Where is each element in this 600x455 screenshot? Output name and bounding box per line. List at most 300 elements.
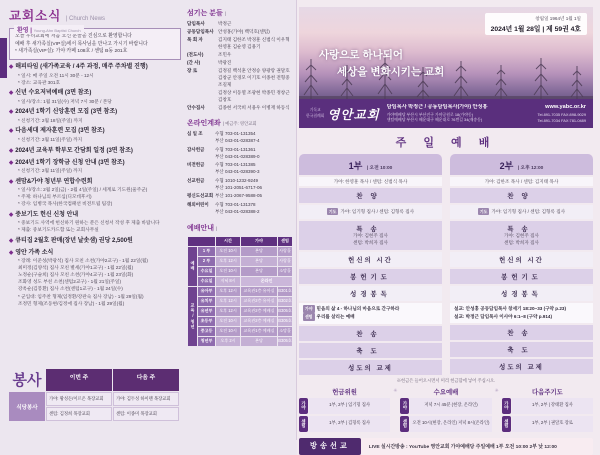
cell: 본당 (241, 267, 277, 276)
staff-value: 조민우 (218, 52, 232, 58)
committee-row (299, 398, 390, 414)
account-number: 부산 043-01-028390-3 (215, 169, 260, 175)
news-item-text: 신년 수요저녁예배 (3면 참조) (15, 90, 92, 97)
broadcast-text: LIVE 실시간방송 : YouTube 영안교회 가야예배당 주일예배 1부 오전 10:00 2부 낮 12:00 (368, 444, 557, 450)
header-cell: 센텀 (278, 237, 292, 246)
campus-tag: 가야 (303, 305, 315, 313)
cell: 소망홀 (278, 267, 292, 276)
cell: 오후 12시 (216, 307, 240, 316)
service-cell: 가야: 황성돈/이르온 목장교회 (46, 392, 112, 406)
news-item-detail: 최미정(김양석) 집사 모친 별세(가야1교구) - 1월 22일(월) (18, 265, 134, 271)
news-item-title (9, 90, 181, 98)
bullet-icon: ◆ (9, 64, 14, 71)
order-row-fellowship: 성도의 교제 (299, 360, 442, 375)
phone-line: Tel.891-7035 FAX:898-9029 (537, 111, 586, 117)
committee-text: 저녁 7시 45분 (현장, 온라인) (410, 398, 491, 414)
account-label: 해외어린이 (187, 202, 209, 208)
account-label: 평신도선교회 (187, 193, 214, 199)
cell: 오후 12시 (216, 257, 240, 266)
sermon-preachers (450, 303, 593, 324)
news-item-text: 센맘&가야 청년부 연합수련회 (15, 178, 93, 185)
slogan-line: 사랑으로 하나되어 (319, 49, 404, 61)
news-item-detail: * 일시: 매 주일 오전 11시 30분 - 12시 (18, 72, 94, 78)
prayer-text: 가야: 임기형 집사 / 센텀: 김형록 집사 (491, 209, 566, 215)
news-item-title (9, 238, 181, 246)
group-label: 교육/청년 (188, 287, 197, 346)
cell: 교육관1층 유아실 (241, 287, 277, 296)
order-row-benediction: 축도 (299, 343, 442, 358)
address-line: 센텀예배당 부산시 해운대구 해운대로 76번길 34(재송동) (386, 117, 483, 123)
worship-guide (187, 223, 293, 347)
cell: B301호 (278, 287, 292, 296)
campus-label: 센텀 (400, 416, 409, 432)
welcome-line: * 새가족실(VIP실): 가야 카페 108호 / 센텀 B동 201호 (15, 49, 128, 55)
news-item-title (9, 148, 181, 156)
denomination (306, 108, 324, 119)
staff-value: 김정상 이동열 조광현 박종민 정창근 김창호 (218, 89, 290, 102)
service-time: | 오후 12:00 (517, 166, 544, 171)
news-item-title (9, 250, 181, 258)
broadcast-bar (299, 438, 593, 455)
cell: 오후 12시 (216, 297, 240, 306)
committee-offering (299, 387, 390, 434)
staff-label: (간 사) (187, 60, 201, 66)
news-item-detail: * 장소: 교육관 301호 (18, 79, 61, 85)
committee-text: 오전 10시(현장, 온라인) 저녁 8시(온라인) (410, 416, 491, 432)
news-item-title (9, 212, 181, 220)
news-item (9, 160, 181, 175)
sermon-line (303, 305, 438, 313)
committee-text: 1부, 2부 | 권달호 장로 (512, 416, 593, 432)
cell: 유년부 (198, 307, 215, 316)
cell: B302호 (278, 297, 292, 306)
church-news-title-en: | Church News (65, 16, 106, 22)
table-row (188, 327, 292, 336)
order-row-special (450, 221, 593, 250)
welcome-line: 오늘 우리교회에 처음 오신 분들을 진심으로 환영합니다 (15, 34, 132, 39)
staff-label: 안수집사 (187, 104, 205, 110)
service-name: 2부 (499, 161, 514, 171)
news-item (9, 90, 181, 105)
cell: 2 부 (198, 257, 215, 266)
table-row (188, 337, 292, 346)
special-gaya: 가야: 김현주 집사 (504, 233, 539, 239)
account-row (187, 178, 293, 192)
committee-row (400, 398, 491, 414)
account-number: 수협 703-01-131354 (215, 131, 256, 137)
cell: 오전 10시 (216, 327, 240, 336)
news-item-title (9, 109, 181, 117)
account-row (187, 131, 293, 145)
account-number: 수협 703-01-131385 (215, 162, 256, 168)
prayer-tag: 기도 (479, 208, 488, 214)
committee-row (299, 416, 390, 432)
account-lines (215, 147, 293, 161)
account-lines (215, 202, 293, 216)
news-item-detail: * 신청기간: 2월 18일(주일) 까지 (18, 117, 83, 123)
special-title: 특송 (356, 226, 385, 234)
website-link[interactable]: www.yabc.or.kr (545, 104, 586, 111)
campus-label: 센텀 (299, 416, 308, 432)
bullet-icon: ◆ (9, 159, 14, 166)
special-centum: 센텀: 박희자 집사 (504, 239, 539, 245)
staff-label: 담임목사 (187, 21, 205, 26)
news-item-detail: * 신청기간: 2월 11일(주일) 까지 (18, 168, 83, 174)
church-news-panel (9, 6, 181, 366)
middle-panel (187, 8, 293, 436)
order-row-praise: 찬양 (450, 188, 593, 203)
offering-note: ※헌금은 들어오시면서 미리 헌금함에 넣어 주십시오. (396, 377, 496, 383)
news-item-text: 중보기도 헌신 신청 안내 (15, 211, 79, 218)
staff-row (187, 60, 293, 67)
service-leaders: 가야: 김한조 목사 / 센텀: 김지태 목사 (450, 177, 593, 186)
service-cell: 센텀: 김정희 목장교회 (46, 407, 112, 421)
service-name: 1부 (348, 161, 363, 171)
news-item-detail: * 제출: 중보기도카드함 또는 교회사무실 (18, 227, 99, 233)
welcome-box (9, 28, 181, 60)
order-row-offering: 봉헌기도 (299, 269, 442, 284)
staff-label: 공동담임목사 (187, 29, 214, 35)
bullet-icon: ◆ (9, 237, 14, 244)
order-row-praise: 찬양 (299, 188, 442, 203)
bullet-icon: ◆ (9, 128, 14, 135)
sermon-line (303, 313, 438, 321)
account-row (187, 147, 293, 161)
news-item-title (9, 128, 181, 136)
cell: B305호 (278, 337, 292, 346)
campus-label: 가야 (502, 398, 511, 414)
news-item (9, 128, 181, 143)
worship-guide-table (187, 236, 293, 347)
committee-row (502, 398, 593, 414)
cell: 교육관2층 예배실 (241, 307, 277, 316)
founded-date: 창립일 1964년 1월 1일 (535, 16, 581, 21)
news-item-detail: * 군입대: 임주찬 형제(임정환/강관숙 집사 장남) - 1월 29일(월) (18, 293, 144, 299)
staff-value: 안성홍(가야) 백덕호(센텀) (218, 29, 270, 35)
news-item-detail: 강옥순(김봉환) 집사 소천(센텀1교구) - 1월 24일(수) (18, 286, 123, 292)
order-row-special (299, 221, 442, 250)
cell: 오후 2시 (216, 337, 240, 346)
staff-row (187, 52, 293, 59)
account-label: 선교헌금 (187, 177, 205, 183)
bullet-icon: ◆ (9, 90, 14, 97)
table-row (188, 307, 292, 316)
bullet-icon: ◆ (9, 109, 14, 116)
staff-row (187, 21, 293, 28)
divider-icon: ✳ (494, 387, 499, 394)
account-row (187, 202, 293, 216)
special-gaya: 가야: 김현주 집사 (353, 233, 388, 239)
account-lines (215, 178, 293, 192)
worship-columns (299, 154, 593, 375)
news-item-text: 2024년 1학기 장학금 신청 안내 (3면 참조) (15, 159, 125, 166)
cell: 저녁 8시 (216, 277, 240, 286)
account-row (187, 162, 293, 176)
news-item-detail: 조정민 형제(조동현/김정애 집사 장남) - 1월 29일(월) (18, 300, 125, 306)
news-item-title (9, 160, 181, 168)
cell: 본당 (241, 247, 277, 256)
phone-line: Tel.891-7034 FAX:781-0489 (537, 117, 586, 123)
committee-nextweek (502, 387, 593, 434)
welcome-label-en: Young-Ahn Baptist Church (33, 28, 81, 33)
worship-column-1 (299, 154, 442, 375)
worship-guide-title-sep: | (216, 225, 218, 231)
service-table (9, 369, 181, 421)
bullet-icon: ◆ (9, 147, 14, 154)
account-label: 비전헌금 (187, 162, 205, 168)
group-label: 예배 (188, 247, 197, 286)
cell: 1 부 (198, 247, 215, 256)
page-edge-strip (0, 38, 7, 78)
church-news-title-ko: 교회소식 (9, 9, 62, 23)
cell: 수요일 (198, 267, 215, 276)
campus-tag: 센텀 (303, 313, 315, 321)
accounts-subtitle: | 예금주: 영안교회 (222, 121, 257, 127)
staff-label (187, 90, 218, 103)
news-item-detail: * 중보기도 사역에 헌신하기 원하는 분은 신청서 작성 후 제출 바랍니다 (18, 220, 160, 226)
cell: 유치부 (198, 297, 215, 306)
cell: 오전 10시 (216, 247, 240, 256)
committee-tables (299, 387, 593, 434)
header-cell (188, 237, 215, 246)
news-item-detail: * 일시/장소: 1월 31일(수) 저녁 7시 30분 / 본당 (18, 98, 112, 104)
cell: 본당 (241, 257, 277, 266)
service-leaders: 가야: 한영훈 목사 / 센텀: 신범식 목사 (299, 177, 442, 186)
service-cell: 센텀: 이종미 목장교회 (113, 407, 179, 421)
account-lines (215, 193, 293, 200)
account-number: 수협 703-01-131378 (215, 202, 256, 208)
staff-value: 김종현 서국희 서용우 이병재 하동식 (218, 104, 290, 110)
staff-value: 김정길 백석훈 안정승 양광랑 권달호 김창군 안경모 이기호 이종천 전형중 조길제 (218, 68, 290, 87)
order-row-fellowship: 성도의 교제 (450, 359, 593, 374)
cell: 사랑홀 (278, 247, 292, 256)
cover-bar-contact (538, 103, 586, 123)
issue-date: 2024년 1월 28일 | 제 59권 4호 (490, 26, 581, 33)
staff-title-sep: | (224, 11, 226, 16)
order-row-offering: 봉헌기도 (450, 269, 593, 284)
table-row (188, 277, 292, 286)
service-2-header (450, 154, 593, 175)
order-row-hymn: 찬송 (450, 325, 593, 340)
cell: 유아부 (198, 287, 215, 296)
service-col-header: 이번 주 (46, 369, 112, 391)
account-label: 십 일 조 (187, 131, 203, 137)
cover-bar (299, 99, 593, 128)
staff-row (187, 105, 293, 112)
table-row (188, 297, 292, 306)
cell: 교육관1층 예배실 (241, 327, 277, 336)
staff-row (187, 90, 293, 103)
cell: 교육관2층 유아실 (241, 297, 277, 306)
news-item-title (9, 179, 181, 187)
issue-info-box (485, 13, 587, 35)
staff-row (187, 37, 293, 50)
committee-text: 1부, 2부 | 김형록 집사 (309, 416, 390, 432)
staff-title-text: 섬기는 분들 (187, 10, 223, 17)
worship-column-2 (450, 154, 593, 375)
news-item-text: 영안 가족 소식 (15, 249, 54, 256)
church-name: 영안교회 (327, 107, 380, 122)
table-row (188, 247, 292, 256)
cover-slogan (319, 47, 444, 82)
account-number: 수협 1010-1232-9249 (215, 177, 258, 183)
service-1-header (299, 154, 442, 175)
news-item-detail: * 주제: 하나님의 부르심(디모데후서) (18, 194, 92, 200)
table-row (188, 267, 292, 276)
service-panel (9, 369, 181, 421)
sermon-title: 믿음의 삶 4 - 하나님의 마음으로 간구하라 (316, 306, 400, 312)
broadcast-label: 방송선교 (299, 438, 361, 455)
order-row-dedication: 헌신의 시간 (450, 252, 593, 267)
header-cell: 가야 (241, 237, 277, 246)
sermon-title: 우리를 살리는 예배 (316, 314, 355, 320)
campus-label: 가야 (400, 398, 409, 414)
welcome-legend (14, 25, 84, 34)
cell: 청년부 (198, 337, 215, 346)
pastors-line: 담임목사 박정근 / 공동담임목사(가야) 안성홍 (386, 103, 488, 110)
account-number: 부산 101-2067-9588-05 (215, 193, 262, 199)
campus-label: 가야 (299, 398, 308, 414)
accounts-title-text: 온라인계좌 (187, 120, 221, 128)
page-fold-divider (296, 0, 297, 440)
news-item (9, 250, 181, 307)
cell: 오전 10시 (216, 317, 240, 326)
news-item (9, 238, 181, 246)
bullet-icon: ◆ (9, 249, 14, 256)
committee-title: 헌금위원 (332, 388, 357, 396)
account-lines (215, 131, 293, 145)
staff-label: (전도사) (187, 52, 204, 58)
committee-row (502, 416, 593, 432)
divider-icon: ✳ (393, 387, 398, 394)
order-row-benediction: 축도 (450, 342, 593, 357)
online-accounts (187, 118, 293, 215)
news-item-detail: * 일시/장소: 2월 2일(금) - 2월 4일(주일) / 세계로 기도원(울주군) (18, 187, 148, 193)
address-line: 가야예배당 부산시 부산진구 가야공원로 18(가야동) (386, 111, 474, 117)
bullet-icon: ◆ (9, 211, 14, 218)
committee-title: 수요예배 (433, 388, 459, 396)
special-centum: 센텀: 박희자 집사 (353, 239, 388, 245)
welcome-label: 환영 | (17, 28, 32, 34)
staff-row (187, 29, 293, 36)
staff-value: 박광진 (218, 60, 232, 66)
sermon-line: 설교: 박정근 담임목사 이사야 6:1~8 (구약 p.914) (454, 314, 552, 320)
cover-photo (299, 7, 593, 99)
committee-wednesday (400, 387, 491, 434)
sermon-line: 설교: 안성홍 공동담임목사 창세기 18:20~33 (구약 p.23) (454, 306, 566, 312)
prayer-tag: 기도 (328, 208, 337, 214)
news-item-text: 큐티집 2월호 판매(장년 날솟샘) 권당 2,500원 (15, 237, 133, 244)
news-item (9, 109, 181, 124)
cell: 중고등 (198, 327, 215, 336)
worship-guide-title (187, 223, 293, 233)
order-row-prayer (299, 205, 442, 219)
campus-label: 센텀 (502, 416, 511, 432)
service-row-label: 식당봉사 (9, 392, 45, 421)
cell: 본당 (241, 337, 277, 346)
prayer-text: 가야: 임기형 집사 / 센텀: 김형록 집사 (340, 209, 415, 215)
denomination-line: 한국침례회 (306, 113, 325, 118)
news-item (9, 64, 181, 86)
staff-label: 목 회 자 (187, 37, 203, 43)
news-item-detail: 노정순(구슬희) 집사 모친 소천(가야4교구) - 1월 23일(화) (18, 272, 134, 278)
news-item-text: 해피타임 (새가족교육 / 4주 과정, 매주 주차별 진행) (15, 64, 148, 71)
news-item (9, 148, 181, 156)
account-lines (215, 162, 293, 176)
service-time: | 오전 10:00 (366, 166, 393, 171)
staff-label: 장 로 (187, 68, 198, 74)
cell: 온라인 (241, 277, 292, 286)
cell: 사랑홀 (278, 257, 292, 266)
accounts-title (187, 118, 293, 128)
staff-title (187, 8, 293, 18)
account-label: 감사헌금 (187, 146, 205, 152)
staff-row (187, 68, 293, 88)
special-title: 특송 (507, 226, 536, 234)
denomination-line: 기독교 (309, 108, 321, 113)
news-item-detail: * 장례: 이준성(박광석) 집사 모친 소천(가야2교구) - 1월 22일(월) (18, 258, 148, 264)
cell: 초등부 (198, 317, 215, 326)
news-item (9, 212, 181, 234)
account-row (187, 193, 293, 200)
news-item-detail: * 강사: 임병국 목사(한국컴패션 비전트립 팀장) (18, 201, 113, 207)
table-row (188, 317, 292, 326)
cell: 소망홀 (278, 327, 292, 336)
staff-value: 김지태 김한조 박경훈 신범식 이우혁 한영훈 김순영 김용기 (218, 37, 290, 49)
account-number: 부산 043-01-028389-0 (215, 153, 260, 159)
news-item-detail: * 신청기간: 2월 11일(주일) 까지 (18, 136, 83, 142)
committee-row (400, 416, 491, 432)
church-logo (306, 105, 380, 123)
table-row (188, 287, 292, 296)
church-news-title (9, 6, 181, 24)
order-row-dedication: 헌신의 시간 (299, 252, 442, 267)
news-item-text: 다음세대 제자훈련 모집 (3면 참조) (15, 128, 105, 135)
welcome-line: 예배 후 새가족실(VIP실)에서 목사님을 만나고 가시기 바랍니다 (15, 41, 148, 47)
account-number: 부산 043-01-028387-4 (215, 138, 260, 144)
sunday-worship-title: 주 일 예 배 (395, 137, 497, 149)
sermon-titles (299, 303, 442, 324)
order-row-prayer (450, 205, 593, 219)
account-number: 부산 043-01-028388-2 (215, 208, 260, 214)
slogan-line: 세상을 변화시키는 교회 (337, 66, 445, 79)
account-number: 수협 703-01-131361 (215, 146, 256, 152)
cell: 교육관2층 예배실 (241, 317, 277, 326)
committee-text: 1부, 2부 | 강태환 집사 (512, 398, 593, 414)
cell: B305호 (278, 317, 292, 326)
order-row-scripture: 성경봉독 (450, 286, 593, 301)
service-cell: 가야: 김두성 하이랜 목장교회 (113, 392, 179, 406)
cell: B305호 (278, 307, 292, 316)
service-col-header: 다음 주 (113, 369, 179, 391)
committee-text: 1부, 2부 | 임기형 집사 (309, 398, 390, 414)
news-item-text: 2024년 교육부 학부모 간담회 일정 (3면 참조) (15, 147, 133, 154)
news-item-detail: 조화영 성도 부친 소천(센텀2교구) - 1월 21일(주일) (18, 279, 122, 285)
order-row-scripture: 성경봉독 (299, 286, 442, 301)
staff-value: 박정근 (218, 21, 232, 26)
service-title: 봉사 (12, 372, 42, 389)
committee-title: 다음주기도 (531, 388, 563, 396)
cell: 수요일 (198, 277, 215, 286)
cell: 오후 12시 (216, 287, 240, 296)
table-row (188, 257, 292, 266)
table-row (188, 237, 292, 246)
cover-panel (299, 7, 593, 455)
account-number: 부산 101-2051-6717-06 (215, 184, 262, 190)
news-item-title (9, 64, 181, 72)
bullet-icon: ◆ (9, 178, 14, 185)
cell: 오전 10시 (216, 267, 240, 276)
